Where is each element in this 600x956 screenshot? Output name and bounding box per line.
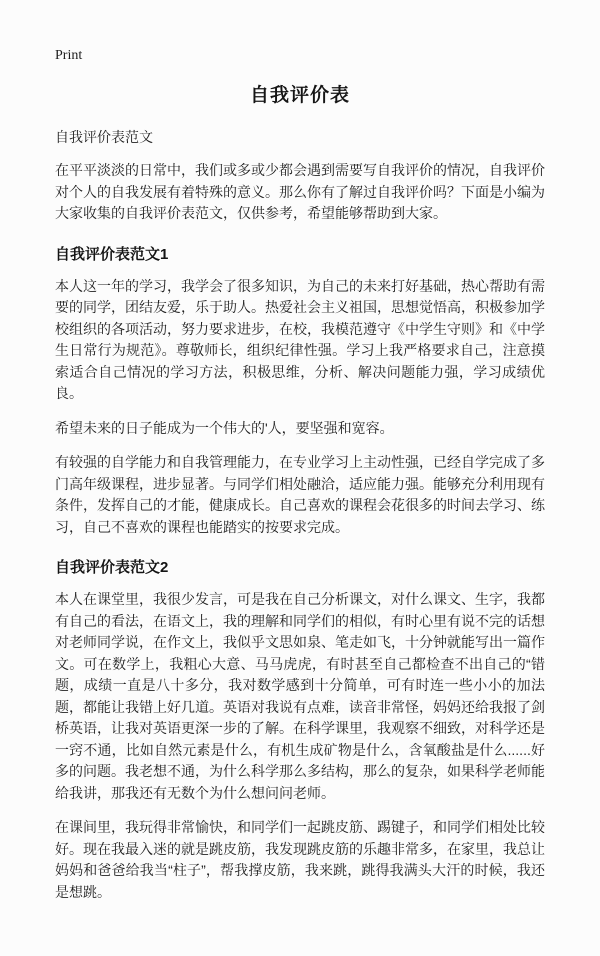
section-2-paragraph-2: 在课间里，我玩得非常愉快，和同学们一起跳皮筋、踢键子，和同学们相处比较好。现在我最入迷的就是跳皮筋，我发现跳皮筋的乐趣非常多，在家里，我总让妈妈和爸爸给我当“柱子”，帮我撑皮筋，我来跳，跳得我满头大汗的时候，我还是想跳。 (55, 819, 545, 900)
section-1-paragraph-3: 有较强的自学能力和自我管理能力，在专业学习上主动性强，已经自学完成了多门高年级课程，进步显著。与同学们相处融洽，适应能力强。能够充分利用现有条件，发挥自己的才能，健康成长。自己喜欢的课程会花很多的时间去学习、练习，自己不喜欢的课程也能踏实的按要求完成。 (55, 454, 545, 535)
page-title: 自我评价表 (249, 85, 350, 106)
intro-paragraph: 在平平淡淡的日常中，我们或多或少都会遇到需要写自我评价的情况，自我评价对个人的自我发展有着特殊的意义。那么你有了解过自我评价吗？下面是小编为大家收集的自我评价表范文，仅供参考，希望能够帮助到大家。 (55, 162, 545, 221)
section-2-heading: 自我评价表范文2 (55, 559, 169, 576)
section-1-heading: 自我评价表范文1 (55, 245, 169, 263)
document-body (55, 127, 545, 903)
section-2-paragraph-1: 本人在课堂里，我很少发言，可是我在自己分析课文，对什么课文、生字，我都有自己的看法，在语文上，我的理解和同学们的相似，有时心里有说不完的话想对老师同学说，在作文上，我似乎文思如泉、笔走如飞，十分钟就能写出一篇作文。可在数学上，我粗心大意、马马虎虎，有时甚至自己都检查不出自己的“错题，成绩一直是八十多分，我对数学感到十分简单，可有时连一些小小的加法题，都能让我错上好几道。英语对我说有点难，读音非常怪，妈妈还给我报了剑桥英语，让我对英语更深一步的了解。在科学课里，我观察不细致，对科学还是一窍不通，比如自然元素是什么，有机生成矿物是什么，含氧酸盐是什么......好多的问题。我老想不通，为什么科学那么多结构，那么的复杂，如果科学老师能给我讲，那我还有无数个为什么想问问老师。 (55, 591, 545, 801)
section-1-paragraph-2: 希望未来的日子能成为一个伟大的'人，要坚强和宽容。 (55, 419, 394, 436)
document-subtitle: 自我评价表范文 (55, 129, 153, 145)
print-link[interactable]: Print (55, 48, 83, 63)
section-1-paragraph-1: 本人这一年的学习，我学会了很多知识，为自己的未来打好基础，热心帮助有需要的同学，团结友爱，乐于助人。热爱社会主义祖国，思想觉悟高，积极参加学校组织的各项活动，努力要求进步，在校，我模范遵守《中学生守则》和《中学生日常行为规范》。尊敬师长，组织纪律性强。学习上我严格要求自己，注意摸索适合自己情况的学习方法，积极思维，分析、解决问题能力强，学习成绩优良。 (55, 277, 545, 401)
